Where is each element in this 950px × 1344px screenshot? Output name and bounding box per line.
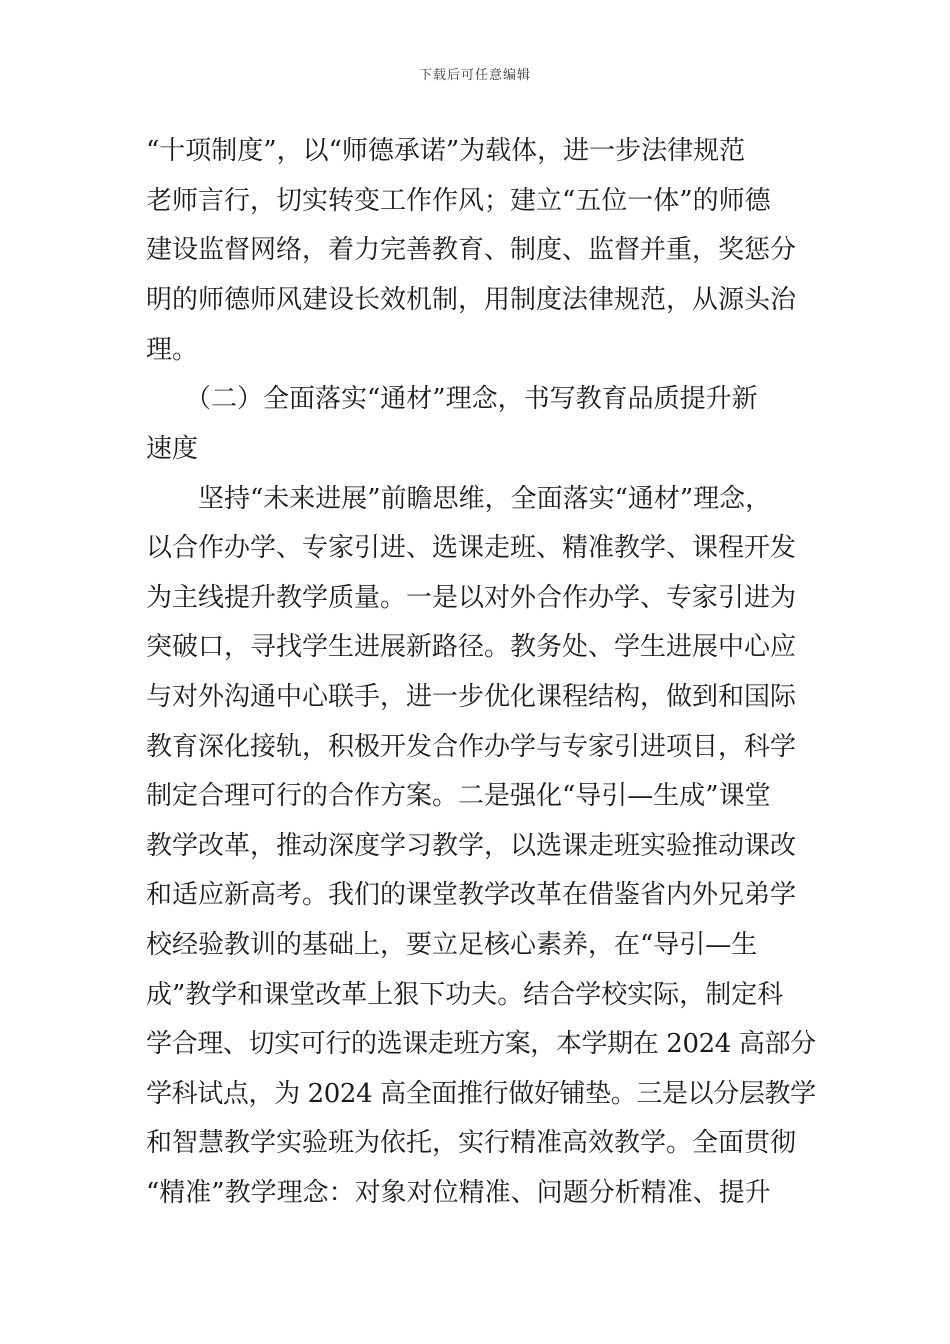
paragraph-line: 学合理、切实可行的选课走班方案，本学期在 2024 高部分 — [146, 1029, 816, 1059]
paragraph-line: 教育深化接轨，积极开发合作办学与专家引进项目，科学 — [146, 732, 797, 762]
paragraph-line: 与对外沟通中心联手，进一步优化课程结构，做到和国际 — [146, 682, 797, 712]
section-heading-line: 速度 — [146, 434, 199, 464]
paragraph-line: 制定合理可行的合作方案。二是强化“导引—生成”课堂 — [146, 781, 771, 811]
paragraph-line: “十项制度”，以“师德承诺”为载体，进一步法律规范 — [146, 136, 746, 166]
paragraph-line: “精准”教学理念：对象对位精准、问题分析精准、提升 — [146, 1178, 771, 1208]
paragraph-line: 为主线提升教学质量。一是以对外合作办学、专家引进为 — [146, 583, 797, 613]
paragraph-line: 突破口，寻找学生进展新路径。教务处、学生进展中心应 — [146, 632, 797, 662]
paragraph-line: 和智慧教学实验班为依托，实行精准高效教学。全面贯彻 — [146, 1128, 797, 1158]
paragraph-line: 成”教学和课堂改革上狠下功夫。结合学校实际，制定科 — [146, 980, 784, 1010]
paragraph-line: 教学改革，推动深度学习教学，以选课走班实验推动课改 — [146, 831, 797, 861]
section-heading-line: （二）全面落实“通材”理念，书写教育品质提升新 — [146, 384, 758, 414]
paragraph-line: 和适应新高考。我们的课堂教学改革在借鉴省内外兄弟学 — [146, 880, 797, 910]
paragraph-line: 校经验教训的基础上，要立足核心素养，在“导引—生 — [146, 930, 758, 960]
paragraph-line: 坚持“未来进展”前瞻思维，全面落实“通材”理念， — [146, 484, 772, 514]
paragraph-line: 明的师德师风建设长效机制，用制度法律规范，从源头治 — [146, 285, 797, 315]
paragraph-line: 学科试点，为 2024 高全面推行做好铺垫。三是以分层教学 — [146, 1079, 816, 1109]
paragraph-line: 以合作办学、专家引进、选课走班、精准教学、课程开发 — [146, 533, 797, 563]
page-header: 下载后可任意编辑 — [418, 68, 531, 83]
paragraph-line: 理。 — [146, 335, 199, 365]
paragraph-line: 老师言行，切实转变工作作风；建立“五位一体”的师德 — [146, 186, 771, 216]
paragraph-line: 建设监督网络，着力完善教育、制度、监督并重，奖惩分 — [146, 235, 797, 265]
